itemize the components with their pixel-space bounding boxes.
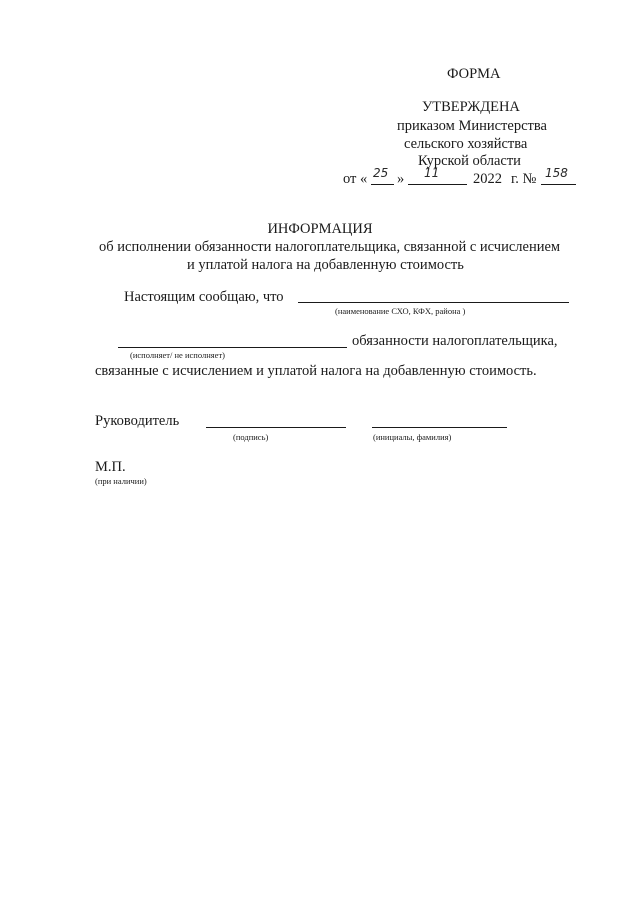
duty-status-line [118,347,347,348]
duty-status-hint: (исполняет/ не исполняет) [130,350,225,360]
stamp-label: М.П. [95,459,126,475]
report-lead-text: Настоящим сообщаю, что [124,289,284,305]
duty-text-continued: связанные с исчислением и уплатой налога на добавленную стоимость. [95,363,537,379]
name-line [372,427,507,428]
order-number-line [541,184,576,185]
date-mid: » [397,171,405,187]
date-day-handwritten: 25 [373,166,389,180]
date-month-line [408,184,467,185]
order-line-2: сельского хозяйства [404,136,528,152]
subtitle-line-1: об исполнении обязанности налогоплательщика, связанной с исчислением [99,239,561,255]
subtitle-line-2: и уплатой налога на добавленную стоимость [187,257,464,273]
duty-text: обязанности налогоплательщика, [352,333,558,349]
order-line-3: Курской области [418,153,521,169]
approved-label: УТВЕРЖДЕНА [422,99,520,115]
signature-hint: (подпись) [233,432,269,442]
signature-line [206,427,346,428]
organization-name-hint: (наименование СХО, КФХ, района ) [335,306,466,316]
document-title: ИНФОРМАЦИЯ [267,221,373,237]
date-month-handwritten: 11 [424,166,440,180]
head-label: Руководитель [95,413,180,429]
date-number-label: г. № [511,171,537,187]
order-line-1: приказом Министерства [397,118,547,134]
date-day-line [371,184,394,185]
date-prefix: от « [343,171,368,187]
organization-name-line [298,302,569,303]
order-number-handwritten: 158 [545,166,568,180]
stamp-hint: (при наличии) [95,476,147,486]
form-label: ФОРМА [447,66,501,82]
name-hint: (инициалы, фамилия) [373,432,452,442]
date-year: 2022 [473,171,502,187]
